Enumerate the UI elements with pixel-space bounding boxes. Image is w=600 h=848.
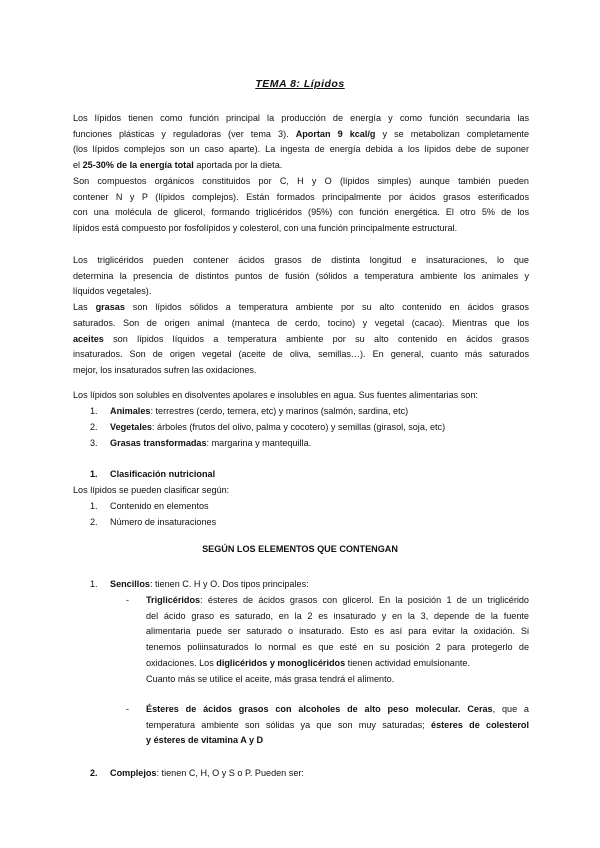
text-line (73, 158, 529, 174)
text-run: temperatura ambiente son sólidas ya que son muy saturadas; (146, 719, 432, 730)
energy-value: Aportan 9 kcal/g (295, 128, 376, 139)
text-line: mejor, los insaturados sufren las oxidaciones. (73, 364, 257, 375)
ceras-term: Ceras (467, 704, 493, 714)
text-run: aportada por la dieta. (193, 160, 283, 171)
list-item-text: : tienen C, H, O y S o P. Pueden ser: (156, 768, 304, 778)
text-line: contener N y P (lípidos complejos). Están formados principalmente por ácidos grasos esterificados (73, 191, 529, 202)
text-line (146, 593, 529, 609)
list-number: 1. (90, 579, 98, 589)
text-line: Los lípidos son solubles en disolventes apolares e insolubles en agua. Sus fuentes alimentarias son: (73, 390, 478, 400)
dash-bullet: - (126, 704, 130, 714)
list-item-label: Sencillos (110, 579, 150, 589)
list-item-label: Vegetales (110, 422, 152, 432)
vitamin-esters-term: y ésteres de vitamina A y D (146, 735, 264, 746)
page-title (0, 78, 600, 90)
list-item-text: : tienen C. H y O. Dos tipos principales: (149, 579, 309, 589)
list-item (110, 436, 311, 452)
list-item (110, 404, 408, 420)
text-line: líquidos vegetales). (73, 286, 152, 297)
heading-number: 1. (90, 469, 98, 479)
text-line: Los lípidos se pueden clasificar según: (73, 485, 230, 495)
esters-term: Ésteres de ácidos grasos con alcoholes de alto peso molecular. (146, 704, 461, 714)
text-run: Las (73, 302, 96, 313)
list-item-text: : margarina y mantequilla. (206, 438, 312, 448)
text-line: alimentaria puede ser saturado o insaturado. Esto es así para evitar la oxidación. Si (146, 626, 529, 637)
list-item-label: Animales (110, 406, 151, 416)
cholesterol-esters-term: ésteres de colesterol (431, 719, 530, 730)
list-number: 1. (90, 501, 98, 511)
list-item: Número de insaturaciones (110, 517, 217, 527)
text-line: Los lípidos tienen como función principal la producción de energía y como función secundaria las (73, 113, 529, 123)
text-line: tenemos poliinsaturados lo normal es que esté en su posición 2 para protegerlo de (146, 642, 529, 653)
text-line: determina la presencia de distintos puntos de fusión (sólidos a temperatura ambiente los animales y (73, 270, 529, 281)
triglycerides-item (146, 593, 529, 687)
list-number: 2. (90, 422, 98, 432)
text-line: Son compuestos orgánicos constituidos por C, H y O (lípidos simples) aunque también pueden (73, 175, 529, 186)
text-line: saturados. Son de origen animal (manteca de cerdo, tocino) y vegetal (cacao). Mientras que los (73, 317, 529, 328)
text-line (146, 718, 529, 734)
text-line (146, 733, 529, 749)
intro-paragraph (73, 111, 529, 237)
list-number: 3. (90, 438, 98, 448)
text-line (146, 656, 529, 672)
triglycerides-paragraph (73, 253, 529, 379)
text-line: lípidos está compuesto por fosfolípidos y colesterol, con una función principalmente estructural. (73, 222, 458, 233)
section-heading: Clasificación nutricional (110, 469, 216, 479)
esters-item (146, 702, 529, 749)
list-number: 2. (90, 768, 98, 778)
text-line (146, 702, 529, 718)
text-run: el (73, 160, 83, 171)
text-line: Los triglicéridos pueden contener ácidos grasos de distinta longitud e insaturaciones, lo que (73, 255, 529, 265)
text-line: del ácido graso es saturado, en la 2 es insaturado y en la 3, depende de la fuente (146, 610, 529, 621)
text-run: , que a (492, 704, 529, 714)
classify-intro (73, 483, 529, 499)
text-run: funciones plásticas y reguladoras (ver tema 3). (73, 128, 296, 139)
text-line: con una molécula de glicerol, formando triglicéridos (95%) con función energética. El otro 5% de los (73, 207, 529, 218)
text-line: insaturados. Son de origen vegetal (aceite de oliva, semillas…). En general, cuanto más saturados (73, 349, 529, 360)
aceites-term: aceites (73, 333, 104, 344)
text-run: son lípidos líquidos a temperatura ambiente por su alto contenido en ácidos grasos (103, 333, 529, 344)
dash-bullet: - (126, 595, 130, 605)
glycerides-term: diglicéridos y monoglicéridos (216, 657, 346, 668)
list-item-text: : terrestres (cerdo, ternera, etc) y marinos (salmón, sardina, etc) (150, 406, 409, 416)
list-item (110, 577, 309, 593)
text-run: tienen actividad emulsionante. (345, 657, 471, 668)
list-number: 1. (90, 406, 98, 416)
text-run: y se metabolizan completamente (375, 128, 530, 139)
list-item-text: : árboles (frutos del olivo, palma y cocotero) y semillas (girasol, soja, etc) (151, 422, 446, 432)
text-run: : ésteres de ácidos grasos con glicerol. En la posición 1 de un triglicérido (200, 595, 529, 605)
list-item (110, 420, 445, 436)
title-text: TEMA 8: Lípidos (255, 78, 345, 90)
list-number: 2. (90, 517, 98, 527)
text-line (73, 127, 529, 143)
list-item (110, 766, 304, 782)
text-line (73, 332, 529, 348)
section-title: SEGÚN LOS ELEMENTOS QUE CONTENGAN (202, 544, 398, 554)
energy-percent: 25-30% de la energía total (82, 160, 194, 171)
text-line: (los lípidos complejos son un caso aparte). La ingesta de energía debida a los lípidos debe de suponer (73, 144, 529, 155)
trig-term: Triglicéridos (146, 595, 201, 605)
list-item-label: Complejos (110, 768, 157, 778)
text-line: Cuanto más se utilice el aceite, más grasa tendrá el alimento. (146, 673, 395, 684)
text-run: oxidaciones. Los (146, 657, 217, 668)
list-item: Contenido en elementos (110, 501, 209, 511)
grasas-term: grasas (95, 302, 125, 313)
text-line (73, 300, 529, 316)
text-run: son lípidos sólidos a temperatura ambiente por su alto contenido en ácidos grasos (124, 302, 529, 313)
solubility-paragraph (73, 388, 529, 404)
list-item-label: Grasas transformadas (110, 438, 207, 448)
